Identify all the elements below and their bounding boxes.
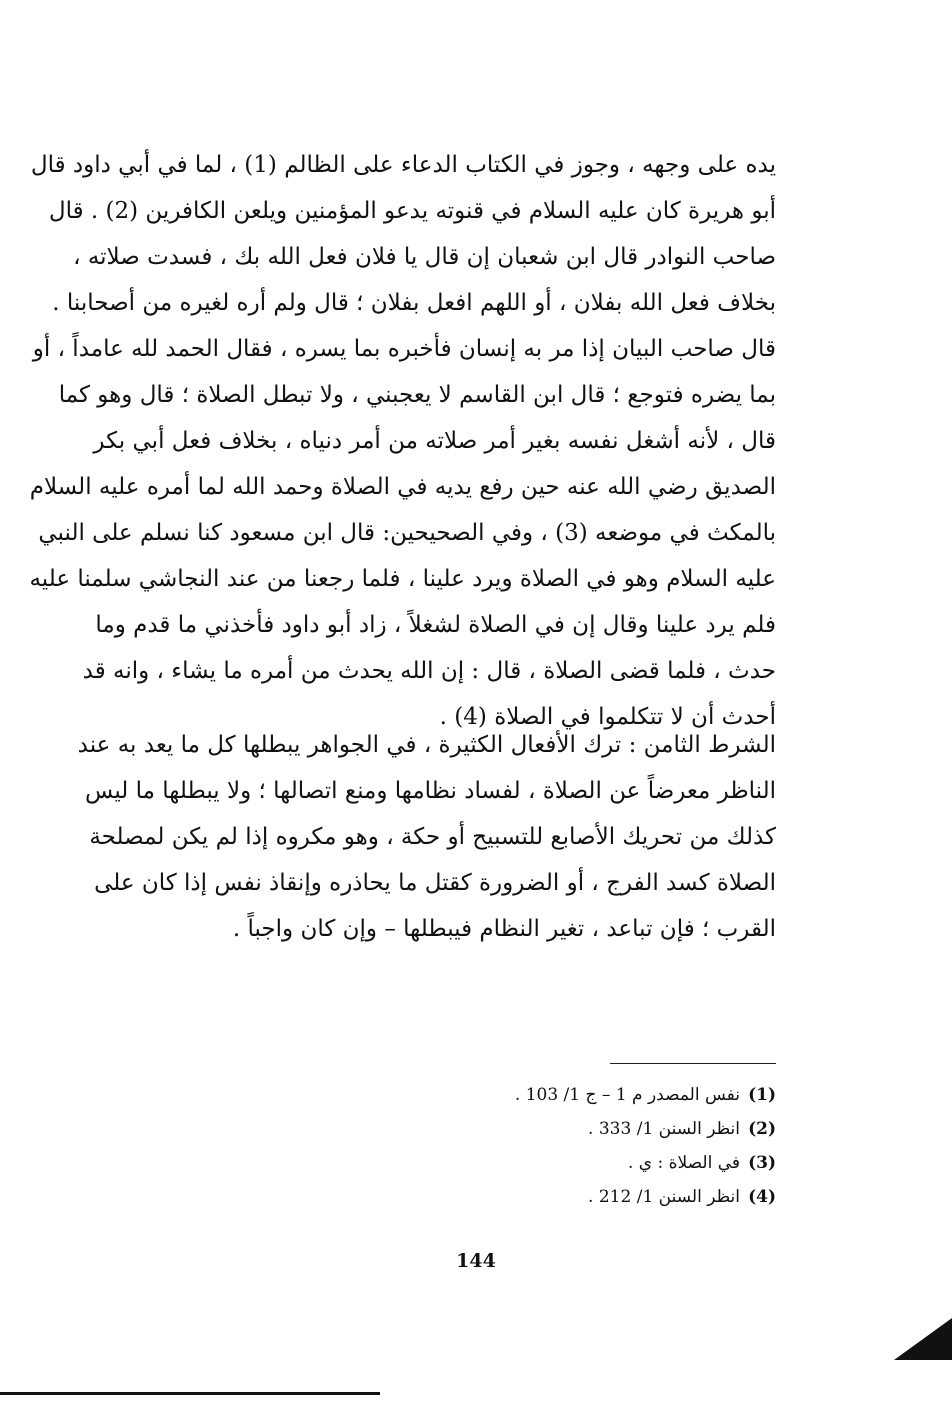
text-line: الصديق رضي الله عنه حين رفع يديه في الصلاة وحمد الله لما أمره عليه السلام (29, 474, 776, 500)
text-line: بالمكث في موضعه (3) ، وفي الصحيحين: قال ابن مسعود كنا نسلم على النبي (38, 520, 776, 546)
footnote-text: نفس المصدر م 1 – ج 1/ 103 . (514, 1085, 740, 1105)
footnote-item (276, 1078, 776, 1112)
text-line: حدث ، فلما قضى الصلاة ، قال : إن الله يحدث من أمره ما يشاء ، وانه قد (82, 658, 776, 684)
footnote-item (276, 1112, 776, 1146)
footnote-number: (3) (748, 1153, 776, 1173)
text-line: الشرط الثامن : ترك الأفعال الكثيرة ، في الجواهر يبطلها كل ما يعد به عند (77, 732, 776, 758)
text-line: الصلاة كسد الفرج ، أو الضرورة كقتل ما يحاذره وإنقاذ نفس إذا كان على (94, 870, 776, 896)
footnote-text: انظر السنن 1/ 212 . (588, 1187, 740, 1207)
text-line: بخلاف فعل الله بفلان ، أو اللهم افعل بفلان ؛ قال ولم أره لغيره من أصحابنا . (52, 290, 776, 316)
footnote-text: انظر السنن 1/ 333 . (588, 1119, 740, 1139)
page-number: 144 (456, 1250, 496, 1272)
footnote-text: في الصلاة : ي . (627, 1153, 740, 1173)
main-paragraph (29, 142, 776, 740)
text-line: أبو هريرة كان عليه السلام في قنوته يدعو المؤمنين ويلعن الكافرين (2) . قال (48, 198, 776, 224)
footnote-number: (4) (748, 1187, 776, 1207)
text-line: فلم يرد علينا وقال إن في الصلاة لشغلاً ، زاد أبو داود فأخذني ما قدم وما (95, 612, 776, 638)
text-line: الناظر معرضاً عن الصلاة ، لفساد نظامها ومنع اتصالها ؛ ولا يبطلها ما ليس (85, 778, 776, 804)
text-line: القرب ؛ فإن تباعد ، تغير النظام فيبطلها – وإن كان واجباً . (232, 916, 776, 942)
scan-edge-shadow (894, 1318, 952, 1360)
text-line: صاحب النوادر قال ابن شعبان إن قال يا فلان فعل الله بك ، فسدت صلاته ، (73, 244, 776, 270)
text-line: بما يضره فتوجع ؛ قال ابن القاسم لا يعجبني ، ولا تبطل الصلاة ؛ قال وهو كما (58, 382, 776, 408)
footnotes (276, 1078, 776, 1214)
text-line: قال صاحب البيان إذا مر به إنسان فأخبره بما يسره ، فقال الحمد لله عامداً ، أو (32, 336, 776, 362)
text-line: قال ، لأنه أشغل نفسه بغير أمر صلاته من أمر دنياه ، بخلاف فعل أبي بكر (93, 428, 776, 454)
footnote-item (276, 1180, 776, 1214)
text-line: يده على وجهه ، وجوز في الكتاب الدعاء على الظالم (1) ، لما في أبي داود قال (30, 152, 776, 178)
footnote-item (276, 1146, 776, 1180)
scan-edge-line (0, 1392, 380, 1395)
text-line: أحدث أن لا تتكلموا في الصلاة (4) . (439, 704, 776, 730)
text-line: كذلك من تحريك الأصابع للتسبيح أو حكة ، وهو مكروه إذا لم يكن لمصلحة (89, 824, 776, 850)
text-line: عليه السلام وهو في الصلاة ويرد علينا ، فلما رجعنا من عند النجاشي سلمنا عليه (29, 566, 776, 592)
footnote-number: (1) (748, 1085, 776, 1105)
footnote-number: (2) (748, 1119, 776, 1139)
condition-eight-paragraph (77, 722, 776, 952)
footnote-divider (610, 1063, 776, 1064)
